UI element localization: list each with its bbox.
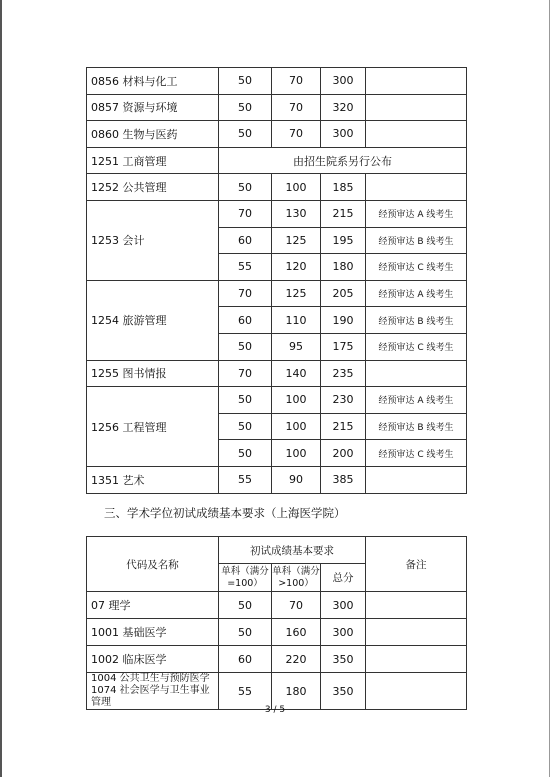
single-score-100: 70 [219,280,272,307]
program-name: 07 理学 [87,592,219,619]
program-name: 1001 基础医学 [87,619,219,646]
table-row [87,147,467,174]
single-score-over-100: 140 [272,360,321,387]
single-score-over-100: 180 [272,673,321,710]
program-name: 0860 生物与医药 [87,121,219,148]
program-name: 1256 工程管理 [87,387,219,467]
single-score-100: 60 [219,646,272,673]
header-total: 总分 [321,564,366,592]
single-score-over-100: 70 [272,592,321,619]
remark: 经预审达 B 线考生 [366,227,467,254]
remark [366,94,467,121]
remark: 经预审达 A 线考生 [366,200,467,227]
program-name: 0857 资源与环境 [87,94,219,121]
total-score: 350 [321,673,366,710]
table-row [87,387,467,414]
single-score-100: 50 [219,619,272,646]
total-score: 235 [321,360,366,387]
program-name: 1002 临床医学 [87,646,219,673]
total-score: 350 [321,646,366,673]
single-score-over-100: 95 [272,333,321,360]
program-name: 1253 会计 [87,200,219,280]
single-score-100: 50 [219,413,272,440]
single-score-100: 50 [219,387,272,414]
program-name: 1255 图书情报 [87,360,219,387]
table-row [87,200,467,227]
total-score: 185 [321,174,366,201]
announcement-note: 由招生院系另行公布 [219,147,467,174]
remark [366,466,467,493]
single-score-100: 55 [219,466,272,493]
single-score-over-100: 220 [272,646,321,673]
single-score-100: 50 [219,94,272,121]
total-score: 385 [321,466,366,493]
single-score-over-100: 70 [272,94,321,121]
table-row [87,673,467,710]
table-row [87,619,467,646]
single-score-over-100: 70 [272,121,321,148]
section-heading: 三、学术学位初试成绩基本要求（上海医学院） [104,506,346,520]
single-score-100: 55 [219,673,272,710]
table-row [87,646,467,673]
total-score: 215 [321,413,366,440]
remark [366,592,467,619]
program-name: 0856 材料与化工 [87,68,219,95]
table-row [87,592,467,619]
table-row [87,68,467,95]
remark: 经预审达 B 线考生 [366,413,467,440]
total-score: 215 [321,200,366,227]
table-row [87,360,467,387]
total-score: 300 [321,68,366,95]
total-score: 175 [321,333,366,360]
total-score: 300 [321,619,366,646]
table-row [87,94,467,121]
table-header-row [87,537,467,564]
single-score-100: 60 [219,307,272,334]
table-row [87,174,467,201]
single-score-100: 55 [219,254,272,281]
program-name: 1004 公共卫生与预防医学 1074 社会医学与卫生事业管理 [87,673,219,710]
single-score-over-100: 100 [272,440,321,467]
program-name: 1252 公共管理 [87,174,219,201]
remark [366,121,467,148]
header-code-name: 代码及名称 [87,537,219,592]
total-score: 320 [321,94,366,121]
total-score: 195 [321,227,366,254]
total-score: 180 [321,254,366,281]
single-score-over-100: 100 [272,174,321,201]
total-score: 300 [321,592,366,619]
single-score-over-100: 70 [272,68,321,95]
score-table-academic [86,536,467,710]
remark: 经预审达 A 线考生 [366,280,467,307]
total-score: 200 [321,440,366,467]
page-number: 3 / 5 [264,705,286,715]
single-score-100: 50 [219,121,272,148]
single-score-over-100: 120 [272,254,321,281]
single-score-100: 50 [219,592,272,619]
total-score: 230 [321,387,366,414]
remark: 经预审达 C 线考生 [366,440,467,467]
remark: 经预审达 B 线考生 [366,307,467,334]
single-score-100: 70 [219,360,272,387]
remark [366,619,467,646]
total-score: 300 [321,121,366,148]
score-table-professional [86,67,467,494]
single-score-over-100: 125 [272,227,321,254]
program-name: 1251 工商管理 [87,147,219,174]
total-score: 190 [321,307,366,334]
remark: 经预审达 C 线考生 [366,254,467,281]
single-score-over-100: 90 [272,466,321,493]
header-single-over-100: 单科（满分>100） [272,564,321,592]
table-row [87,121,467,148]
single-score-100: 60 [219,227,272,254]
page-edge [0,0,2,777]
header-remarks: 备注 [366,537,467,592]
table-row [87,466,467,493]
single-score-100: 50 [219,333,272,360]
remark [366,174,467,201]
total-score: 205 [321,280,366,307]
single-score-100: 70 [219,200,272,227]
single-score-over-100: 110 [272,307,321,334]
single-score-over-100: 100 [272,387,321,414]
single-score-over-100: 160 [272,619,321,646]
header-single-100: 单科（满分=100） [219,564,272,592]
single-score-over-100: 130 [272,200,321,227]
remark [366,360,467,387]
header-score-group: 初试成绩基本要求 [219,537,366,564]
remark [366,68,467,95]
single-score-100: 50 [219,440,272,467]
remark [366,646,467,673]
single-score-over-100: 125 [272,280,321,307]
single-score-over-100: 100 [272,413,321,440]
remark [366,673,467,710]
program-name: 1254 旅游管理 [87,280,219,360]
remark: 经预审达 C 线考生 [366,333,467,360]
single-score-100: 50 [219,68,272,95]
remark: 经预审达 A 线考生 [366,387,467,414]
table-row [87,280,467,307]
program-name: 1351 艺术 [87,466,219,493]
single-score-100: 50 [219,174,272,201]
